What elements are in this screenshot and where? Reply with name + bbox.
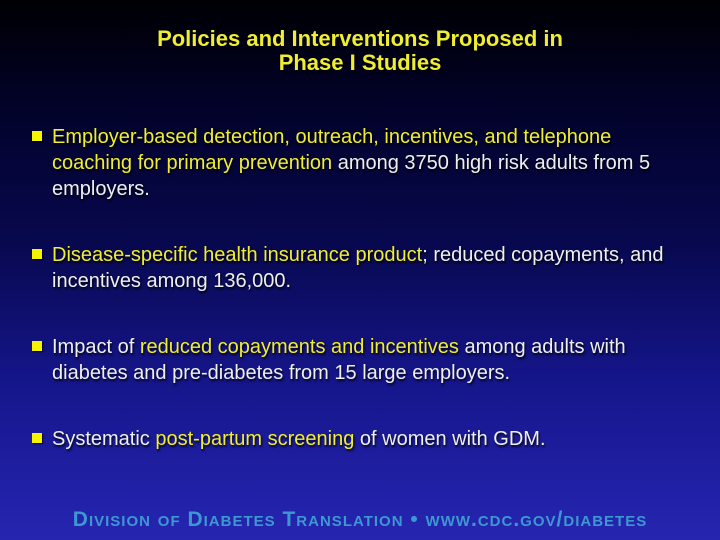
bullet-text-segment: of women with GDM.: [354, 428, 546, 450]
bullet-text-segment: among adults with diabetes and pre-diabetes from 15 large employers.: [52, 336, 626, 384]
bullet-square-icon: [32, 433, 42, 443]
bullet-text-segment: ; reduced copayments, and incentives among 136,000.: [52, 244, 664, 292]
footer: [0, 508, 720, 532]
bullet-text: [52, 124, 667, 202]
bullet-text-segment: Disease-specific health insurance product: [52, 244, 423, 266]
bullet-item: [32, 426, 680, 452]
bullet-text: [52, 334, 667, 386]
bullet-text-segment: Employer-based detection, outreach, incentives, and telephone coaching for primary prevention: [52, 126, 612, 174]
bullet-item: [32, 124, 680, 202]
bullet-item: [32, 334, 680, 386]
bullet-square-icon: [32, 341, 42, 351]
bullet-text: [52, 242, 667, 294]
bullet-square-icon: [32, 131, 42, 141]
title-line-2: Phase I Studies: [278, 50, 442, 75]
bullet-square-icon: [32, 249, 42, 259]
bullet-text-segment: post-partum screening: [155, 428, 355, 450]
bullet-item: [32, 242, 680, 294]
bullet-text-segment: reduced copayments and incentives: [139, 336, 459, 358]
bullet-text-segment: Impact of: [52, 336, 140, 358]
bullet-text-segment: among 3750 high risk adults from 5 employers.: [52, 152, 651, 200]
bullet-text: [52, 426, 546, 452]
bullet-list: [32, 124, 680, 492]
bullet-text-segment: Systematic: [52, 428, 156, 450]
slide-title: [0, 27, 720, 75]
footer-text: Division of Diabetes Translation • www.cdc.gov/diabetes: [72, 508, 648, 531]
title-line-1: Policies and Interventions Proposed in: [157, 26, 563, 51]
